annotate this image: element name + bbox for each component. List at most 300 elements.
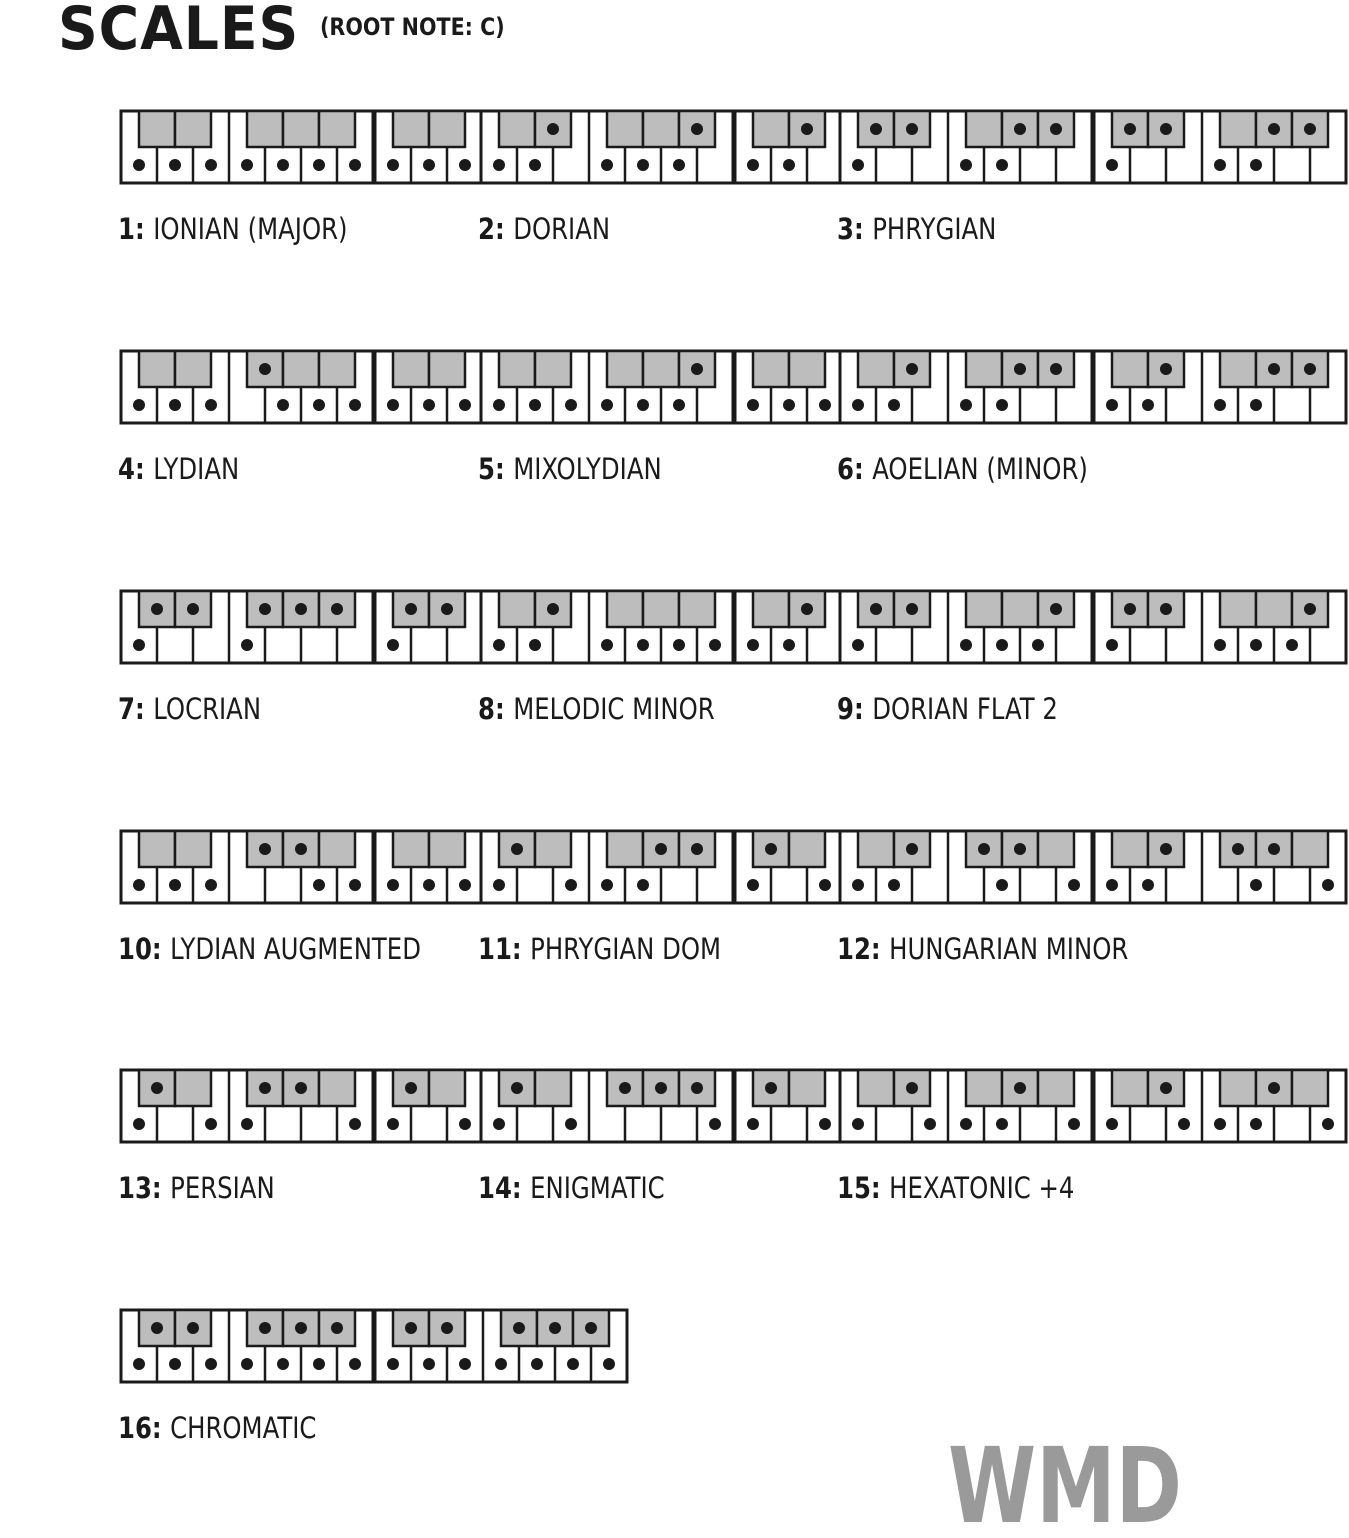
black-key-dot [1014, 843, 1026, 855]
black-key [1038, 1070, 1074, 1106]
black-key-dot [906, 843, 918, 855]
black-key [283, 111, 319, 147]
black-key-dot [405, 1082, 417, 1094]
scale-label [837, 451, 1088, 487]
black-key [175, 111, 211, 147]
scale-3 [837, 108, 1177, 268]
scale-name: LYDIAN [153, 452, 240, 486]
scale-number-colon: : [853, 692, 873, 726]
scale-16 [118, 1307, 458, 1467]
black-key [858, 1070, 894, 1106]
black-key-dot [441, 1322, 453, 1334]
octave [481, 351, 733, 423]
octave [481, 831, 733, 903]
white-key-dot [459, 399, 471, 411]
scale-9 [837, 588, 1177, 748]
white-key-dot [1250, 879, 1262, 891]
scale-label [118, 1170, 275, 1206]
white-key-dot [1106, 639, 1118, 651]
black-key [1112, 831, 1148, 867]
white-key-dot [133, 399, 145, 411]
black-key-dot [801, 123, 813, 135]
black-key [535, 1070, 571, 1106]
black-key-dot [151, 1082, 163, 1094]
white-key-dot [960, 639, 972, 651]
black-key-dot [1268, 363, 1280, 375]
scale-5 [478, 348, 818, 508]
black-key-dot [870, 603, 882, 615]
black-key [393, 351, 429, 387]
white-key-dot [601, 399, 613, 411]
black-key-dot [1268, 843, 1280, 855]
black-key [393, 111, 429, 147]
black-key-dot [1124, 123, 1136, 135]
octave [840, 1070, 1092, 1142]
scale-label [478, 931, 721, 967]
black-key [1220, 111, 1256, 147]
black-key [429, 831, 465, 867]
black-key [966, 591, 1002, 627]
scale-number-colon: : [870, 1171, 890, 1205]
white-key-dot [313, 159, 325, 171]
black-key [139, 111, 175, 147]
octave [1094, 351, 1346, 423]
black-key-dot [187, 1322, 199, 1334]
black-key [789, 351, 825, 387]
black-key-dot [1160, 123, 1172, 135]
octave [121, 1310, 373, 1382]
white-key-dot [205, 1118, 217, 1130]
black-key [1002, 591, 1038, 627]
white-key-dot [1286, 639, 1298, 651]
scale-label [478, 451, 662, 487]
scale-label [478, 211, 610, 247]
white-key-dot [960, 159, 972, 171]
white-key-dot [387, 1358, 399, 1370]
white-key-dot [852, 639, 864, 651]
white-key-dot [852, 399, 864, 411]
white-key-dot [493, 159, 505, 171]
black-key [429, 1070, 465, 1106]
scale-number-colon: : [134, 452, 154, 486]
white-key-dot [169, 879, 181, 891]
scale-number-colon: : [870, 932, 890, 966]
black-key-dot [1232, 843, 1244, 855]
white-key-dot [459, 159, 471, 171]
scale-number-colon: : [511, 1171, 531, 1205]
white-key-dot [459, 879, 471, 891]
scale-number-colon: : [853, 212, 873, 246]
black-key-dot [1268, 1082, 1280, 1094]
white-key-dot [241, 1358, 253, 1370]
octave [375, 1310, 627, 1382]
white-key-dot [423, 159, 435, 171]
white-key-dot [133, 879, 145, 891]
black-key [789, 1070, 825, 1106]
octave [840, 351, 1092, 423]
black-key-dot [511, 843, 523, 855]
black-key [966, 111, 1002, 147]
scale-name: PHRYGIAN [872, 212, 997, 246]
black-key [175, 831, 211, 867]
black-key-dot [259, 603, 271, 615]
black-key [1038, 831, 1074, 867]
page-subtitle: (ROOT NOTE: C) [320, 13, 505, 41]
white-key-dot [747, 399, 759, 411]
black-key [429, 111, 465, 147]
scale-number: 10 [118, 932, 152, 966]
black-key [966, 1070, 1002, 1106]
octave [481, 111, 733, 183]
keyboard-diagram [837, 108, 1349, 186]
white-key-dot [313, 1358, 325, 1370]
white-key-dot [529, 399, 541, 411]
white-key-dot [1178, 1118, 1190, 1130]
white-key-dot [747, 159, 759, 171]
scale-number-colon: : [151, 932, 171, 966]
black-key [319, 831, 355, 867]
black-key-dot [619, 1082, 631, 1094]
black-key-dot [1124, 603, 1136, 615]
white-key-dot [529, 639, 541, 651]
white-key-dot [459, 1118, 471, 1130]
octave [1094, 831, 1346, 903]
black-key [858, 831, 894, 867]
white-key-dot [459, 1358, 471, 1370]
black-key-dot [1050, 603, 1062, 615]
white-key-dot [673, 399, 685, 411]
white-key-dot [1250, 1118, 1262, 1130]
black-key-dot [1160, 603, 1172, 615]
keyboard-diagram [837, 588, 1349, 666]
octave [840, 111, 1092, 183]
black-key-dot [906, 1082, 918, 1094]
scale-name: AOELIAN (MINOR) [872, 452, 1088, 486]
white-key-dot [277, 399, 289, 411]
black-key-dot [151, 603, 163, 615]
scale-1 [118, 108, 458, 268]
scale-name: CHROMATIC [170, 1411, 317, 1445]
keyboard-diagram [837, 1067, 1349, 1145]
white-key-dot [133, 1358, 145, 1370]
black-key-dot [441, 603, 453, 615]
black-key [247, 111, 283, 147]
white-key-dot [852, 1118, 864, 1130]
scale-name: DORIAN FLAT 2 [872, 692, 1058, 726]
black-key [499, 351, 535, 387]
scale-number: 2 [478, 212, 495, 246]
white-key-dot [423, 1358, 435, 1370]
scale-name: MIXOLYDIAN [513, 452, 662, 486]
white-key-dot [673, 639, 685, 651]
white-key-dot [493, 399, 505, 411]
scale-13 [118, 1067, 458, 1227]
black-key [607, 831, 643, 867]
white-key-dot [565, 1118, 577, 1130]
black-key-dot [691, 843, 703, 855]
white-key-dot [493, 639, 505, 651]
white-key-dot [1250, 639, 1262, 651]
white-key-dot [169, 1358, 181, 1370]
scale-number: 1 [118, 212, 135, 246]
black-key [1220, 591, 1256, 627]
scale-number: 11 [478, 932, 512, 966]
white-key-dot [1106, 1118, 1118, 1130]
scale-label [118, 691, 261, 727]
white-key-dot [1106, 159, 1118, 171]
black-key-dot [513, 1322, 525, 1334]
black-key-dot [549, 1322, 561, 1334]
white-key-dot [567, 1358, 579, 1370]
octave [121, 351, 373, 423]
black-key [319, 1070, 355, 1106]
black-key [1292, 1070, 1328, 1106]
white-key-dot [747, 879, 759, 891]
white-key-dot [637, 399, 649, 411]
octave [840, 831, 1092, 903]
black-key-dot [151, 1322, 163, 1334]
white-key-dot [960, 399, 972, 411]
scale-11 [478, 828, 818, 988]
black-key [966, 351, 1002, 387]
scale-number: 3 [837, 212, 854, 246]
white-key-dot [709, 639, 721, 651]
scale-number-colon: : [151, 1171, 171, 1205]
black-key-dot [259, 843, 271, 855]
scale-number-colon: : [511, 932, 531, 966]
white-key-dot [819, 879, 831, 891]
white-key-dot [529, 159, 541, 171]
white-key-dot [133, 639, 145, 651]
white-key-dot [423, 879, 435, 891]
black-key-dot [691, 123, 703, 135]
white-key-dot [1214, 639, 1226, 651]
white-key-dot [205, 399, 217, 411]
keyboard-diagram [118, 1307, 630, 1385]
white-key-dot [349, 1358, 361, 1370]
black-key [1292, 831, 1328, 867]
white-key-dot [888, 399, 900, 411]
white-key-dot [601, 879, 613, 891]
white-key-dot [1214, 1118, 1226, 1130]
scale-number: 5 [478, 452, 495, 486]
black-key-dot [405, 1322, 417, 1334]
black-key [499, 591, 535, 627]
scale-label [837, 1170, 1074, 1206]
scale-15 [837, 1067, 1177, 1227]
scale-number-colon: : [494, 212, 514, 246]
wmd-logo-text: WMD [948, 1425, 1182, 1538]
white-key-dot [493, 1118, 505, 1130]
keyboard-diagram [837, 828, 1349, 906]
scale-name: DORIAN [513, 212, 611, 246]
black-key [607, 591, 643, 627]
scale-12 [837, 828, 1177, 988]
white-key-dot [709, 1118, 721, 1130]
white-key-dot [603, 1358, 615, 1370]
white-key-dot [387, 879, 399, 891]
white-key-dot [205, 1358, 217, 1370]
black-key-dot [295, 1082, 307, 1094]
white-key-dot [1214, 159, 1226, 171]
scale-number-colon: : [853, 452, 873, 486]
black-key [753, 591, 789, 627]
white-key-dot [565, 399, 577, 411]
white-key-dot [1250, 399, 1262, 411]
scale-label [118, 931, 421, 967]
black-key-dot [691, 1082, 703, 1094]
octave [1094, 591, 1346, 663]
scale-number: 13 [118, 1171, 152, 1205]
black-key-dot [1160, 843, 1172, 855]
white-key-dot [565, 879, 577, 891]
scale-name: ENIGMATIC [530, 1171, 665, 1205]
black-key [393, 831, 429, 867]
white-key-dot [783, 639, 795, 651]
white-key-dot [637, 879, 649, 891]
white-key-dot [1142, 399, 1154, 411]
wmd-logo [946, 1422, 1186, 1538]
black-key-dot [870, 123, 882, 135]
scale-label [118, 1410, 316, 1446]
black-key [535, 351, 571, 387]
white-key-dot [531, 1358, 543, 1370]
white-key-dot [205, 159, 217, 171]
black-key [535, 831, 571, 867]
black-key [429, 351, 465, 387]
black-key-dot [801, 603, 813, 615]
white-key-dot [996, 159, 1008, 171]
black-key-dot [547, 123, 559, 135]
scale-number-colon: : [494, 692, 514, 726]
scale-2 [478, 108, 818, 268]
white-key-dot [852, 879, 864, 891]
white-key-dot [277, 159, 289, 171]
black-key-dot [906, 363, 918, 375]
scale-name: LOCRIAN [153, 692, 262, 726]
octave [1094, 111, 1346, 183]
white-key-dot [349, 1118, 361, 1130]
black-key-dot [655, 1082, 667, 1094]
scale-number: 9 [837, 692, 854, 726]
scale-number: 12 [837, 932, 871, 966]
black-key-dot [259, 363, 271, 375]
white-key-dot [313, 879, 325, 891]
black-key-dot [1050, 123, 1062, 135]
white-key-dot [387, 639, 399, 651]
white-key-dot [1322, 1118, 1334, 1130]
white-key-dot [169, 159, 181, 171]
white-key-dot [241, 159, 253, 171]
white-key-dot [819, 1118, 831, 1130]
black-key [319, 351, 355, 387]
black-key-dot [1160, 1082, 1172, 1094]
black-key-dot [765, 843, 777, 855]
octave [121, 1070, 373, 1142]
scale-6 [837, 348, 1177, 508]
white-key-dot [313, 399, 325, 411]
black-key [753, 351, 789, 387]
scale-7 [118, 588, 458, 748]
black-key-dot [1304, 603, 1316, 615]
black-key-dot [295, 603, 307, 615]
white-key-dot [747, 1118, 759, 1130]
scale-name: IONIAN (MAJOR) [153, 212, 348, 246]
black-key-dot [295, 1322, 307, 1334]
black-key-dot [765, 1082, 777, 1094]
black-key [643, 111, 679, 147]
black-key [1220, 1070, 1256, 1106]
scale-number: 16 [118, 1411, 152, 1445]
black-key [679, 591, 715, 627]
white-key-dot [169, 399, 181, 411]
black-key [175, 351, 211, 387]
white-key-dot [349, 399, 361, 411]
black-key-dot [1160, 363, 1172, 375]
white-key-dot [601, 159, 613, 171]
black-key [1112, 351, 1148, 387]
octave [481, 591, 733, 663]
black-key-dot [187, 603, 199, 615]
white-key-dot [1068, 1118, 1080, 1130]
octave [1094, 1070, 1346, 1142]
black-key-dot [585, 1322, 597, 1334]
scale-number-colon: : [134, 692, 154, 726]
white-key-dot [1250, 159, 1262, 171]
white-key-dot [387, 399, 399, 411]
scale-number: 6 [837, 452, 854, 486]
scale-label [837, 691, 1058, 727]
octave [481, 1070, 733, 1142]
white-key-dot [601, 639, 613, 651]
black-key-dot [331, 603, 343, 615]
black-key-dot [1014, 363, 1026, 375]
black-key [499, 111, 535, 147]
black-key-dot [295, 843, 307, 855]
white-key-dot [493, 879, 505, 891]
black-key [607, 111, 643, 147]
octave [121, 111, 373, 183]
scale-name: MELODIC MINOR [513, 692, 715, 726]
white-key-dot [241, 639, 253, 651]
white-key-dot [637, 159, 649, 171]
white-key-dot [133, 1118, 145, 1130]
octave [121, 831, 373, 903]
scale-4 [118, 348, 458, 508]
scale-label [118, 451, 239, 487]
scale-number-colon: : [494, 452, 514, 486]
white-key-dot [637, 639, 649, 651]
black-key [139, 831, 175, 867]
white-key-dot [1032, 639, 1044, 651]
white-key-dot [1214, 399, 1226, 411]
white-key-dot [423, 399, 435, 411]
black-key-dot [906, 123, 918, 135]
black-key-dot [547, 603, 559, 615]
scale-number: 8 [478, 692, 495, 726]
white-key-dot [387, 1118, 399, 1130]
black-key [175, 1070, 211, 1106]
black-key-dot [691, 363, 703, 375]
black-key-dot [511, 1082, 523, 1094]
white-key-dot [1106, 399, 1118, 411]
black-key [1112, 1070, 1148, 1106]
white-key-dot [783, 159, 795, 171]
black-key-dot [1304, 123, 1316, 135]
white-key-dot [819, 399, 831, 411]
white-key-dot [996, 1118, 1008, 1130]
white-key-dot [349, 879, 361, 891]
